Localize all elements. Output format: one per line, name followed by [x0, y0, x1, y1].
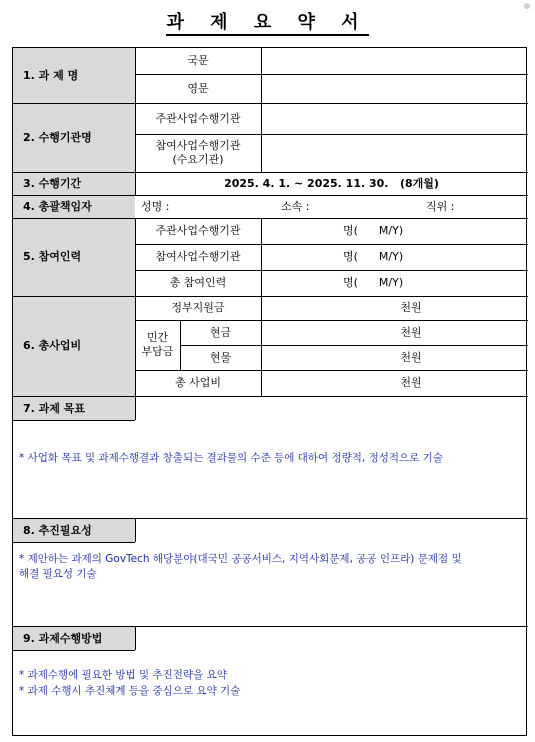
korean-label: 국문 [187, 54, 209, 68]
english-label: 영문 [187, 81, 209, 95]
gov-fund-unit: 천원 [400, 301, 422, 315]
total-budget-unit: 천원 [400, 376, 422, 390]
inkind-label: 현물 [209, 350, 232, 364]
director-position: 직위 : [426, 199, 455, 213]
director-affiliation: 소속 : [281, 199, 310, 213]
personnel-partner-label: 참여사업수행기관 [155, 250, 241, 264]
cash-label: 현금 [209, 325, 232, 339]
page-title: 과 제 요 약 서 [0, 8, 535, 34]
korean-name-field[interactable] [262, 48, 528, 74]
method-guidance-2: * 과제 수행시 추진체계 등을 중심으로 요약 기술 [19, 685, 241, 697]
private-fund-label: 민간 부담금 [141, 331, 174, 358]
goal-guidance: * 사업화 목표 및 과제수행결과 창출되는 결과물의 수준 등에 대하여 정량적, 정성적으로 기술 [19, 452, 443, 464]
method-section-label: 9. 과제수행방법 [23, 632, 103, 645]
personnel-total-label: 총 참여인력 [169, 276, 227, 290]
lead-institution-label: 주관사업수행기관 [155, 111, 241, 125]
method-guidance-1: * 과제수행에 필요한 방법 및 추진전략을 요약 [19, 669, 227, 681]
necessity-section-label: 8. 추진필요성 [23, 524, 92, 537]
director-name: 성명 : [141, 199, 170, 213]
personnel-total-unit: 명( M/Y) [343, 276, 404, 290]
institution-label: 2. 수행기관명 [23, 130, 92, 144]
total-budget-label: 총 사업비 [174, 376, 221, 390]
cash-unit: 천원 [400, 325, 422, 339]
goal-section-label: 7. 과제 목표 [23, 402, 85, 415]
partner-institution-field[interactable] [262, 134, 528, 172]
budget-label: 6. 총사업비 [23, 339, 82, 353]
personnel-lead-label: 주관사업수행기관 [155, 224, 241, 238]
partner-institution-label: 참여사업수행기관 (수요기관) [155, 139, 241, 166]
inkind-unit: 천원 [400, 350, 422, 364]
necessity-guidance: * 제안하는 과제의 GovTech 해당분야(대국민 공공서비스, 지역사회문제, 공공 인프라) 문제점 및 해결 필요성 기술 [19, 553, 462, 581]
project-name-label: 1. 과 제 명 [23, 68, 79, 82]
gov-fund-label: 정부지원금 [171, 301, 225, 315]
summary-form [12, 47, 527, 736]
english-name-field[interactable] [262, 74, 528, 103]
period-value: 2025. 4. 1. ~ 2025. 11. 30. (8개월) [224, 176, 439, 190]
personnel-lead-unit: 명( M/Y) [343, 224, 404, 238]
lead-institution-field[interactable] [262, 103, 528, 134]
director-label: 4. 총괄책임자 [23, 199, 92, 213]
personnel-label: 5. 참여인력 [23, 250, 82, 264]
period-label: 3. 수행기간 [23, 176, 82, 190]
personnel-partner-unit: 명( M/Y) [343, 250, 404, 264]
